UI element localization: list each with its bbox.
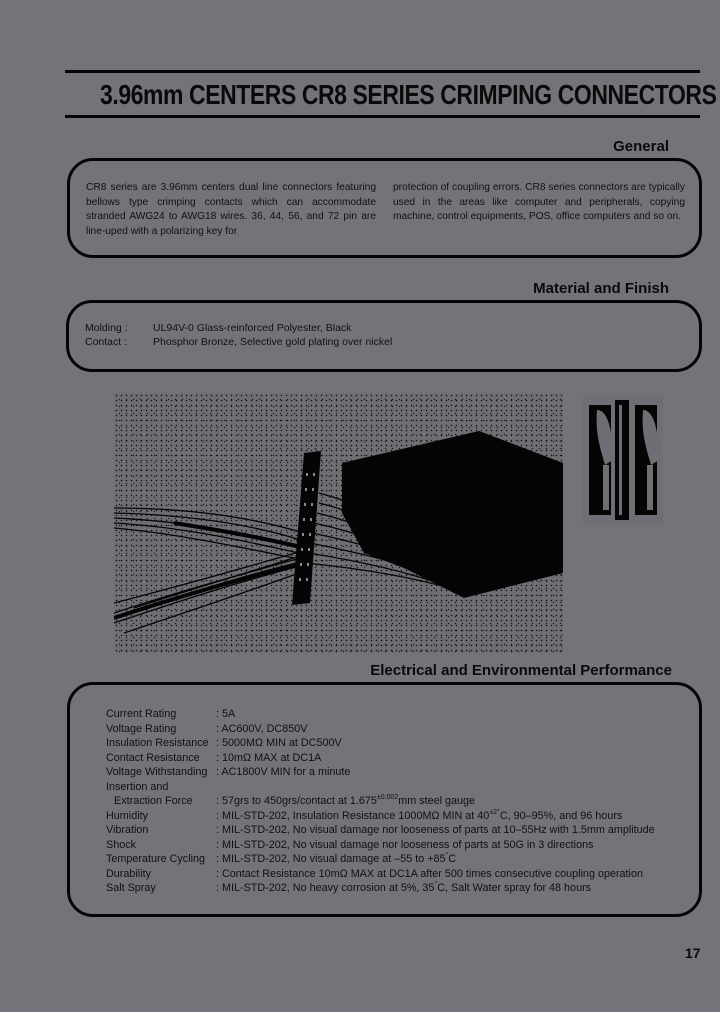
- perf-value: : AC1800V MIN for a minute: [216, 766, 351, 778]
- perf-label: Temperature Cycling: [106, 853, 206, 865]
- general-text-right: protection of coupling errors. CR8 series connectors are typically used in the areas like computer and peripherals, copying machine, control equipments, POS, office computers and so on.: [393, 182, 685, 223]
- perf-value: : MIL-STD-202, No visual damage at –55 to +85°C: [216, 852, 457, 865]
- perf-label: Vibration: [106, 824, 149, 836]
- perf-value: : Contact Resistance 10mΩ MAX at DC1A after 500 times consecutive coupling operation: [216, 867, 643, 880]
- perf-label: Insulation Resistance: [106, 737, 209, 749]
- perf-value: : MIL-STD-202, Insulation Resistance 1000MΩ MIN at $40^{\pm 2^\circ}C$, 90–95%, and 96 hours: [216, 808, 623, 822]
- perf-label: Durability: [106, 867, 152, 880]
- perf-row-temperature-cycling: [106, 852, 655, 867]
- perf-value: : AC600V, DC850V: [216, 722, 308, 735]
- perf-row-durability: [106, 867, 655, 882]
- crimp-contact-illustration: [583, 395, 663, 525]
- perf-value: : 5000MΩ MIN at DC500V: [216, 737, 342, 749]
- perf-row-vibration: [106, 823, 655, 838]
- perf-label: Voltage Rating: [106, 722, 177, 735]
- material-row-molding: [85, 322, 351, 334]
- general-text-left: CR8 series are 3.96mm centers dual line connectors featuring bellows type crimping contacts which can accommodate stranded AWG24 to AWG18 wires. 36, 44, 56, and 72 pin are line-uped with a polarizing key for: [86, 182, 376, 237]
- perf-label: Voltage Withstanding: [106, 766, 208, 778]
- perf-row-insulation-resistance: [106, 736, 655, 751]
- contact-detail-photo: [583, 395, 663, 525]
- perf-value: : 57grs to 450grs/contact at $1.675^{\pm 0.002}mm$ steel gauge: [216, 794, 476, 807]
- connector-photo: [114, 393, 563, 653]
- perf-row-salt-spray: [106, 881, 655, 896]
- perf-label: Humidity: [106, 809, 148, 822]
- perf-value: : 5A: [216, 708, 236, 720]
- perf-value: [212, 780, 216, 795]
- perf-label: Extraction Force: [114, 795, 193, 807]
- perf-label: Shock: [106, 838, 137, 851]
- material-value: UL94V-0 Glass-reinforced Polyester, Black: [153, 322, 352, 334]
- connector-illustration: [114, 393, 563, 653]
- material-heading: Material and Finish: [533, 280, 669, 297]
- perf-label: Salt Spray: [106, 882, 156, 894]
- perf-label: Contact Resistance: [106, 751, 200, 764]
- general-heading: General: [613, 138, 669, 155]
- perf-row-contact-resistance: [106, 751, 655, 766]
- perf-row-insertion: [106, 780, 655, 795]
- perf-row-current-rating: [106, 707, 655, 722]
- perf-label: Current Rating: [106, 708, 177, 720]
- perf-value: : MIL-STD-202, No visual damage nor looseness of parts at 50G in 3 directions: [216, 838, 594, 851]
- perf-row-humidity: [106, 809, 655, 824]
- page-number: 17: [685, 945, 701, 961]
- perf-value: : MIL-STD-202, No visual damage nor looseness of parts at 10–55Hz with 1.5mm amplitude: [216, 824, 655, 836]
- material-value: Phosphor Bronze, Selective gold plating over nickel: [153, 336, 393, 348]
- perf-row-voltage-rating: [106, 722, 655, 737]
- perf-value: : MIL-STD-202, No heavy corrosion at 5%, 35°C, Salt Water spray for 48 hours: [216, 881, 592, 894]
- perf-row-voltage-withstanding: [106, 765, 655, 780]
- title-rule-bottom: [65, 115, 700, 118]
- material-row-contact: [85, 336, 392, 348]
- material-label: Molding :: [85, 322, 128, 334]
- perf-value: : 10mΩ MAX at DC1A: [216, 751, 322, 764]
- material-label: Contact :: [85, 336, 128, 348]
- performance-heading: Electrical and Environmental Performance: [370, 662, 672, 679]
- title-rule-top: [65, 70, 700, 73]
- perf-row-extraction-force: [106, 794, 655, 809]
- perf-label: Insertion and: [106, 780, 169, 793]
- perf-row-shock: [106, 838, 655, 853]
- page-title: 3.96mm CENTERS CR8 SERIES CRIMPING CONNECTORS: [100, 79, 717, 110]
- performance-table: [106, 707, 655, 896]
